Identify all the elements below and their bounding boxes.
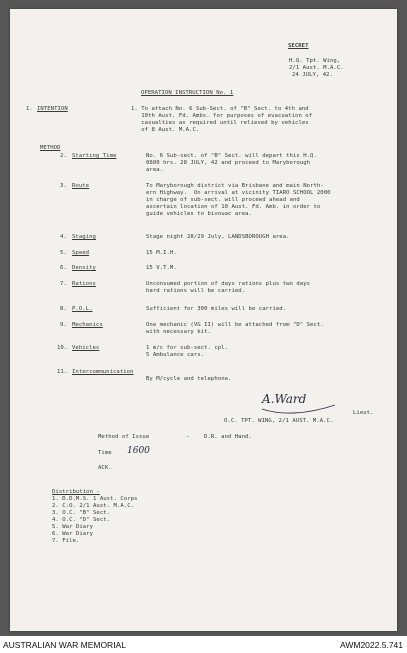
item-number: 6. <box>60 265 67 271</box>
date-line: 24 JULY, 42. <box>292 72 334 78</box>
intention-line: casualties as required until relieved by vehicles <box>131 120 309 126</box>
item-text: To Maryborough district via Brisbane and main North- <box>146 183 324 189</box>
item-label: Intercommunication <box>72 369 134 375</box>
item-text: with necessary kit. <box>146 329 211 335</box>
distribution-item: 6. War Diary <box>52 531 94 537</box>
item-text: By M/cycle and telephone. <box>146 376 232 382</box>
item-number: 4. <box>60 234 67 240</box>
item-number: 11. <box>57 369 68 375</box>
item-label: Density <box>72 265 96 271</box>
item-text: No. 6 Sub-sect. of "B" Sect. will depart this H.Q. <box>146 153 317 159</box>
item-text: in charge of sub-sect. will proceed ahead and <box>146 197 300 203</box>
item-text: ascertain location of 10 Aust. Fd. Amb. in order to <box>146 204 321 210</box>
distribution-item: 3. O.C. "B" Sect. <box>52 510 111 516</box>
document-title: OPERATION INSTRUCTION No. 1 <box>141 90 234 96</box>
item-label: Speed <box>72 250 90 256</box>
item-text: 15 V.T.M. <box>146 265 177 271</box>
item-label: P.O.L. <box>72 306 93 312</box>
item-text: hard rations will be carried. <box>146 288 246 294</box>
footer-institution: AUSTRALIAN WAR MEMORIAL <box>3 640 126 650</box>
archive-footer <box>0 636 407 653</box>
method-of-issue-value: D.R. and Hand. <box>204 434 252 440</box>
signature-flourish <box>260 403 338 417</box>
item-text: 1 m/c for sub-sect. cpl. <box>146 345 229 351</box>
item-label: Starting Time <box>72 153 117 159</box>
item-number: 7. <box>60 281 67 287</box>
distribution-item: 1. D.D.M.S. 1 Aust. Corps <box>52 496 138 502</box>
time-value: 1600 <box>127 446 150 456</box>
item-text: 15 M.I.H. <box>146 250 177 256</box>
item-number: 8. <box>60 306 67 312</box>
footer-accession-number: AWM2022.5.741 <box>340 640 403 650</box>
intention-line: 10th Aust. Fd. Ambs. for purposes of evacuation of <box>131 113 313 119</box>
item-text: area. <box>146 167 164 173</box>
item-label: Route <box>72 183 90 189</box>
handwritten-signature: A.Ward <box>262 392 307 406</box>
signatory-appointment: O.C. TPT. WING, 2/1 AUST. M.A.C. <box>224 418 334 424</box>
time-label: Time <box>98 450 112 456</box>
method-heading: METHOD <box>40 145 61 151</box>
item-text: Unconsumed portion of days rations plus two days <box>146 281 311 287</box>
method-of-issue-label: Method of Issue <box>98 434 150 440</box>
distribution-item: 2. C.O. 2/1 Aust. M.A.C. <box>52 503 135 509</box>
item-number: 3. <box>60 183 67 189</box>
item-label: Rations <box>72 281 96 287</box>
hq-line: H.Q. Tpt. Wing, <box>289 58 341 64</box>
unit-line: 2/1 Aust. M.A.C. <box>289 65 344 71</box>
item-text: 0800 hrs. 28 JULY, 42 and proceed to Maryborough <box>146 160 311 166</box>
item-label: Mechanics <box>72 322 103 328</box>
item-text: ern Highway. On arrival at vicinity TIARO SCHOOL 2000 <box>146 190 331 196</box>
intention-line: of 8 Aust. M.A.C. <box>131 127 200 133</box>
document-page: SECRET H.Q. Tpt. Wing, 2/1 Aust. M.A.C. 24 JULY, 42. OPERATION INSTRUCTION No. 1 1. INTENTION 1. To attach No. 6 Sub-Sect. of "B" Sect. to 4th and 10th Aust. Fd. Ambs. for purposes of evacuation of casualties as required until relieved by vehicles of 8 Aust. M.A.C. METHOD 2. Starting Time No. 6 Sub-sect. of "B" Sect. will depart this H.Q. 0800 hrs. 28 JULY, 42 and proceed to Maryborough area. 3. Route To Maryborough district via Brisbane and main North- ern Highway. On arrival at vicinity TIARO SCHOOL 2000 in charge of sub-sect. will proceed ahead and ascertain location of 10 Aust. Fd. Amb. in order to guide vehicles to bivouac area. 4. Staging Stage night 28/29 July, LANDSBOROUGH area. 5. Speed 15 M.I.H. 6. Density 15 V.T.M. 7. Rations Unconsumed portion of days rations plus two days hard rations will be carried. 8. P.O.L. Sufficient for 300 miles will be carried. 9. Mechanics One mechanic (VG II) will be attached from "D" Sect. with necessary kit. 10. Vehicles 1 m/c for sub-sect. cpl. 5 Ambulance cars. 11. Intercommunication By M/cycle and telephone. A.Ward Lieut. O.C. TPT. WING, 2/1 AUST. M.A.C. Method of Issue - D.R. and Hand. Time 1600 ACK. Distribution - 1. D.D.M.S. 1 Aust. Corps 2. C.O. 2/1 Aust. M.A.C. 3. O.C. "B" Sect. 4. O.C. "D" Sect. 5. War Diary 6. War Diary 7. File. <box>10 9 397 631</box>
distribution-item: 7. File. <box>52 538 80 544</box>
item-text: guide vehicles to bivouac area. <box>146 211 252 217</box>
item-number: 2. <box>60 153 67 159</box>
item-text: Sufficient for 300 miles will be carried. <box>146 306 287 312</box>
ack-label: ACK. <box>98 465 112 471</box>
classification-label: SECRET <box>288 43 309 49</box>
item-label: Vehicles <box>72 345 100 351</box>
distribution-item: 4. O.C. "D" Sect. <box>52 517 111 523</box>
item-number: 10. <box>57 345 68 351</box>
item-number: 5. <box>60 250 67 256</box>
signatory-rank: Lieut. <box>353 410 374 416</box>
intention-line: 1. To attach No. 6 Sub-Sect. of "B" Sect. to 4th and <box>131 106 309 112</box>
item-text: One mechanic (VG II) will be attached from "D" Sect. <box>146 322 324 328</box>
intention-heading: INTENTION <box>37 106 68 112</box>
distribution-item: 5. War Diary <box>52 524 94 530</box>
item-text: Stage night 28/29 July, LANDSBOROUGH area. <box>146 234 290 240</box>
intention-number: 1. <box>26 106 33 112</box>
item-label: Staging <box>72 234 96 240</box>
item-number: 9. <box>60 322 67 328</box>
distribution-heading: Distribution - <box>52 489 100 495</box>
item-text: 5 Ambulance cars. <box>146 352 205 358</box>
